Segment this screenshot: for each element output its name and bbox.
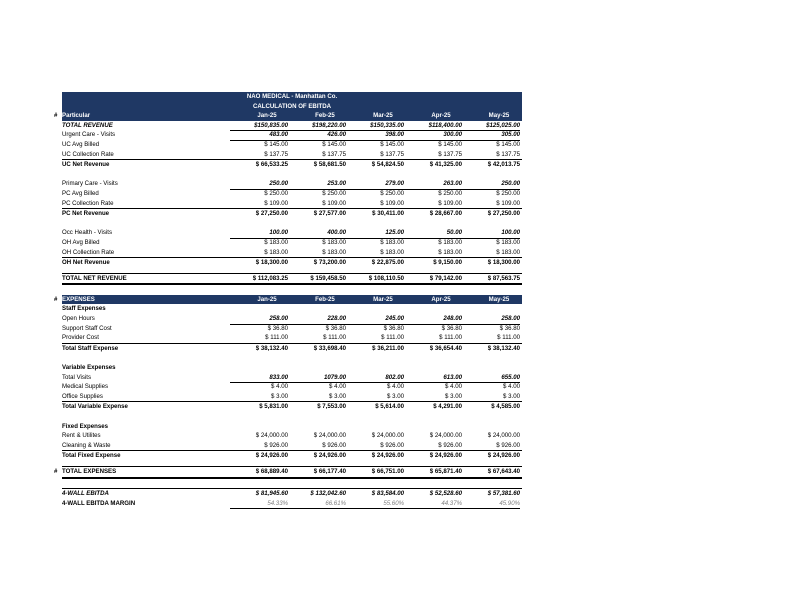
cell-value: $125,025.00 bbox=[462, 121, 520, 132]
cell-value: $ 79,142.00 bbox=[429, 274, 462, 282]
cell-value: $ 183.00 bbox=[264, 248, 288, 256]
cell-value: $150,335.00 bbox=[346, 121, 404, 132]
section-spacer bbox=[54, 285, 522, 295]
row-label: Total Variable Expense bbox=[62, 403, 128, 411]
row-spacer bbox=[54, 353, 522, 363]
cell-value: $ 109.00 bbox=[496, 199, 520, 207]
table-row bbox=[62, 159, 522, 170]
cell-value: $ 87,563.75 bbox=[487, 274, 520, 282]
cell-value: $ 36,211.00 bbox=[372, 344, 404, 352]
cell-value: $ 81,945.60 bbox=[255, 490, 288, 498]
row-label: UC Avg Billed bbox=[62, 140, 100, 148]
table-row bbox=[62, 431, 522, 441]
table-row bbox=[62, 401, 522, 412]
cell-value: $ 24,000.00 bbox=[255, 432, 288, 440]
cell-value: $ 3.00 bbox=[503, 392, 520, 400]
cell-value: $118,400.00 bbox=[404, 121, 462, 132]
cell-value: $ 4,291.00 bbox=[433, 403, 462, 411]
row-label: Rent & Utilites bbox=[62, 432, 101, 440]
cell-value: $ 30,411.00 bbox=[372, 210, 404, 218]
cell-value: 1079.00 bbox=[288, 373, 346, 384]
cell-value: $ 24,000.00 bbox=[487, 432, 520, 440]
table-row bbox=[62, 373, 522, 383]
table-row bbox=[62, 228, 522, 238]
column-header-month: Apr-25 bbox=[431, 112, 451, 120]
cell-value: $ 65,871.40 bbox=[429, 467, 462, 475]
row-label: Total Visits bbox=[62, 373, 92, 381]
cell-value: $ 183.00 bbox=[496, 248, 520, 256]
cell-value: $ 36.80 bbox=[441, 324, 462, 332]
cell-value: $ 3.00 bbox=[329, 392, 346, 400]
table-row bbox=[62, 488, 522, 499]
cell-value: $ 4.00 bbox=[271, 383, 288, 391]
cell-value: 50.00 bbox=[404, 228, 462, 239]
cell-value: $ 38,132.40 bbox=[487, 344, 520, 352]
cell-value: 802.00 bbox=[346, 373, 404, 384]
column-header-month: Jan-25 bbox=[257, 112, 277, 120]
row-spacer bbox=[54, 479, 522, 489]
cell-value: $ 24,926.00 bbox=[487, 452, 520, 460]
table-row bbox=[62, 343, 522, 354]
cell-value: $ 926.00 bbox=[496, 441, 520, 449]
row-label: OH Collection Rate bbox=[62, 248, 115, 256]
cell-value: $198,220.00 bbox=[288, 121, 346, 132]
row-label: Fixed Expenses bbox=[62, 422, 109, 430]
column-header-month: May-25 bbox=[488, 112, 510, 120]
cell-value: $ 137.75 bbox=[322, 150, 346, 158]
cell-value: $ 183.00 bbox=[264, 238, 288, 246]
report-title-calculation bbox=[62, 102, 522, 112]
row-label: 4-WALL EBITDA MARGIN bbox=[62, 499, 136, 507]
cell-value: $ 24,926.00 bbox=[255, 452, 288, 460]
table-row bbox=[62, 450, 522, 461]
cell-value: $ 111.00 bbox=[381, 334, 404, 342]
cell-value: $ 145.00 bbox=[380, 140, 404, 148]
cell-value: 279.00 bbox=[346, 179, 404, 190]
row-label: Cleaning & Waste bbox=[62, 441, 111, 449]
cell-value: $ 42,013.75 bbox=[487, 161, 520, 169]
cell-value: $ 24,000.00 bbox=[429, 432, 462, 440]
cell-value: $ 22,875.00 bbox=[371, 259, 404, 267]
row-label: PC Avg Billed bbox=[62, 189, 99, 197]
row-label: Total Staff Expense bbox=[62, 344, 119, 352]
cell-value: 228.00 bbox=[288, 314, 346, 325]
cell-value: $ 112,083.25 bbox=[252, 274, 288, 282]
cell-value: 258.00 bbox=[230, 314, 288, 325]
table-row bbox=[62, 324, 522, 334]
cell-value: $ 24,926.00 bbox=[371, 452, 404, 460]
cell-value: $ 109.00 bbox=[322, 199, 346, 207]
cell-value: $ 183.00 bbox=[380, 248, 404, 256]
cell-value: $ 132,042.60 bbox=[310, 490, 346, 498]
cell-value: $ 66,177.40 bbox=[313, 467, 346, 475]
table-row bbox=[62, 238, 522, 248]
row-label: UC Collection Rate bbox=[62, 150, 114, 158]
cell-value: $ 66,751.00 bbox=[371, 467, 404, 475]
cell-value: $ 24,000.00 bbox=[371, 432, 404, 440]
cell-value: $ 137.75 bbox=[496, 150, 520, 158]
cell-value: 54.33% bbox=[230, 499, 288, 510]
cell-value: $ 111.00 bbox=[439, 334, 462, 342]
cell-value: $ 4.00 bbox=[445, 383, 462, 391]
cell-value: $ 3.00 bbox=[445, 392, 462, 400]
table-row bbox=[62, 121, 522, 131]
cell-value: $ 111.00 bbox=[323, 334, 346, 342]
cell-value: $ 109.00 bbox=[264, 199, 288, 207]
cell-value: $ 73,200.00 bbox=[313, 259, 346, 267]
cell-value: $ 57,381.60 bbox=[487, 490, 520, 498]
row-label: 4-WALL EBITDA bbox=[62, 490, 109, 498]
cell-value: $ 18,300.00 bbox=[487, 259, 520, 267]
cell-value: $ 4,585.00 bbox=[491, 403, 520, 411]
cell-value: $ 24,000.00 bbox=[313, 432, 346, 440]
cell-value: $ 183.00 bbox=[322, 238, 346, 246]
table-row bbox=[62, 314, 522, 324]
cell-value: $150,835.00 bbox=[230, 121, 288, 132]
row-label: Staff Expenses bbox=[62, 305, 106, 313]
row-spacer bbox=[54, 412, 522, 422]
cell-value: $ 926.00 bbox=[380, 441, 404, 449]
table-row bbox=[62, 208, 522, 219]
expenses-section bbox=[54, 304, 522, 508]
cell-value: $ 28,667.00 bbox=[429, 210, 462, 218]
cell-value: $ 250.00 bbox=[496, 189, 520, 197]
cell-value: 258.00 bbox=[462, 314, 520, 325]
row-spacer bbox=[54, 170, 522, 180]
cell-value: 833.00 bbox=[230, 373, 288, 384]
cell-value: $ 9,150.00 bbox=[433, 259, 462, 267]
cell-value: $ 36.80 bbox=[325, 324, 346, 332]
row-label: Office Supplies bbox=[62, 392, 103, 400]
cell-value: 398.00 bbox=[346, 130, 404, 141]
table-row bbox=[62, 179, 522, 189]
table-row bbox=[62, 304, 522, 314]
cell-value: 250.00 bbox=[462, 179, 520, 190]
cell-value: $ 68,889.40 bbox=[255, 467, 288, 475]
cell-value: 45.90% bbox=[462, 499, 520, 510]
table-row bbox=[62, 257, 522, 268]
cell-value: $ 3.00 bbox=[387, 392, 404, 400]
cell-value: $ 926.00 bbox=[322, 441, 346, 449]
cell-value: 305.00 bbox=[462, 130, 520, 141]
row-marker: # bbox=[54, 467, 58, 475]
cell-value: 66.61% bbox=[288, 499, 346, 510]
cell-value: $ 18,300.00 bbox=[255, 259, 288, 267]
cell-value: 44.37% bbox=[404, 499, 462, 510]
cell-value: $ 250.00 bbox=[438, 189, 462, 197]
row-label: Open Hours bbox=[62, 315, 95, 323]
cell-value: $ 36,654.40 bbox=[429, 344, 462, 352]
cell-value: 613.00 bbox=[404, 373, 462, 384]
cell-value: $ 33,698.40 bbox=[313, 344, 346, 352]
table-row bbox=[62, 333, 522, 343]
table-row bbox=[54, 466, 522, 479]
cell-value: $ 926.00 bbox=[264, 441, 288, 449]
table-row bbox=[62, 140, 522, 150]
cell-value: 655.00 bbox=[462, 373, 520, 384]
cell-value: $ 145.00 bbox=[264, 140, 288, 148]
cell-value: $ 4.00 bbox=[387, 383, 404, 391]
table-row bbox=[62, 189, 522, 199]
cell-value: 253.00 bbox=[288, 179, 346, 190]
row-label: Variable Expenses bbox=[62, 364, 116, 372]
table-row bbox=[62, 199, 522, 209]
cell-value: $ 183.00 bbox=[380, 238, 404, 246]
cell-value: $ 38,132.40 bbox=[255, 344, 288, 352]
row-label: Primary Care - Visits bbox=[62, 180, 118, 188]
cell-value: $ 183.00 bbox=[438, 248, 462, 256]
cell-value: 426.00 bbox=[288, 130, 346, 141]
cell-value: $ 36.80 bbox=[267, 324, 288, 332]
cell-value: 248.00 bbox=[404, 314, 462, 325]
report-title-company bbox=[62, 92, 522, 102]
column-header-month: May-25 bbox=[488, 295, 510, 303]
cell-value: $ 4.00 bbox=[329, 383, 346, 391]
cell-value: $ 137.75 bbox=[380, 150, 404, 158]
cell-value: $ 83,584.00 bbox=[371, 490, 404, 498]
cell-value: $ 145.00 bbox=[496, 140, 520, 148]
column-header-month: Mar-25 bbox=[373, 112, 393, 120]
table-row bbox=[62, 363, 522, 373]
cell-value: $ 24,926.00 bbox=[429, 452, 462, 460]
row-label: TOTAL NET REVENUE bbox=[62, 274, 127, 282]
row-label: Total Fixed Expense bbox=[62, 452, 121, 460]
cell-value: $ 183.00 bbox=[496, 238, 520, 246]
cell-value: $ 137.75 bbox=[264, 150, 288, 158]
cell-value: $ 109.00 bbox=[438, 199, 462, 207]
column-header-month: Apr-25 bbox=[431, 295, 451, 303]
row-spacer bbox=[54, 219, 522, 229]
cell-value: $ 27,250.00 bbox=[487, 210, 520, 218]
row-label: PC Collection Rate bbox=[62, 199, 114, 207]
revenue-header-row bbox=[54, 111, 522, 121]
cell-value: $ 3.00 bbox=[271, 392, 288, 400]
cell-value: $ 36.80 bbox=[383, 324, 404, 332]
cell-value: $ 27,250.00 bbox=[255, 210, 288, 218]
row-marker: # bbox=[54, 112, 58, 120]
row-label: UC Net Revenue bbox=[62, 161, 110, 169]
cell-value: $ 111.00 bbox=[265, 334, 288, 342]
row-label: Occ Health - Visits bbox=[62, 229, 113, 237]
report-title-text: NAO MEDICAL - Manhattan Co. bbox=[246, 93, 338, 100]
cell-value: 250.00 bbox=[230, 179, 288, 190]
column-header-month: Feb-25 bbox=[315, 112, 335, 120]
column-header-month: Feb-25 bbox=[315, 295, 335, 303]
table-row bbox=[62, 499, 522, 509]
table-row bbox=[62, 273, 522, 286]
revenue-section bbox=[54, 121, 522, 286]
cell-value: $ 250.00 bbox=[322, 189, 346, 197]
row-label: Urgent Care - Visits bbox=[62, 131, 116, 139]
column-header-month: Jan-25 bbox=[257, 295, 277, 303]
cell-value: $ 67,643.40 bbox=[487, 467, 520, 475]
cell-value: $ 109.00 bbox=[380, 199, 404, 207]
cell-value: 55.60% bbox=[346, 499, 404, 510]
cell-value: $ 4.00 bbox=[503, 383, 520, 391]
cell-value: 245.00 bbox=[346, 314, 404, 325]
cell-value: $ 24,926.00 bbox=[313, 452, 346, 460]
cell-value: $ 58,681.50 bbox=[313, 161, 346, 169]
row-label: Support Staff Cost bbox=[62, 324, 112, 332]
cell-value: 483.00 bbox=[230, 130, 288, 141]
table-row bbox=[62, 248, 522, 258]
cell-value: 263.00 bbox=[404, 179, 462, 190]
cell-value: $ 41,325.00 bbox=[429, 161, 462, 169]
cell-value: $ 926.00 bbox=[438, 441, 462, 449]
cell-value: $ 5,614.00 bbox=[375, 403, 404, 411]
table-row bbox=[62, 382, 522, 392]
row-label: OH Avg Billed bbox=[62, 238, 100, 246]
cell-value: $ 7,553.00 bbox=[317, 403, 346, 411]
cell-value: $ 183.00 bbox=[438, 238, 462, 246]
cell-value: $ 52,528.60 bbox=[429, 490, 462, 498]
cell-value: 400.00 bbox=[288, 228, 346, 239]
cell-value: $ 54,824.50 bbox=[371, 161, 404, 169]
cell-value: $ 145.00 bbox=[438, 140, 462, 148]
row-label: PC Net Revenue bbox=[62, 210, 110, 218]
cell-value: 300.00 bbox=[404, 130, 462, 141]
cell-value: $ 108,110.50 bbox=[368, 274, 404, 282]
column-header-particular: Particular bbox=[62, 112, 91, 120]
cell-value: 125.00 bbox=[346, 228, 404, 239]
table-row bbox=[62, 441, 522, 451]
report-subtitle-text: CALCULATION OF EBITDA bbox=[252, 102, 332, 110]
cell-value: $ 36.80 bbox=[499, 324, 520, 332]
cell-value: $ 111.00 bbox=[497, 334, 520, 342]
cell-value: $ 250.00 bbox=[264, 189, 288, 197]
table-row bbox=[62, 392, 522, 402]
row-label: OH Net Revenue bbox=[62, 259, 110, 267]
cell-value: $ 159,458.50 bbox=[310, 274, 346, 282]
expenses-header-row bbox=[54, 295, 522, 305]
table-row bbox=[62, 150, 522, 160]
row-label: TOTAL EXPENSES bbox=[62, 467, 117, 475]
cell-value: 100.00 bbox=[462, 228, 520, 239]
table-row bbox=[62, 422, 522, 432]
cell-value: $ 183.00 bbox=[322, 248, 346, 256]
cell-value: $ 137.75 bbox=[438, 150, 462, 158]
cell-value: $ 145.00 bbox=[322, 140, 346, 148]
row-label: Medical Supplies bbox=[62, 383, 109, 391]
cell-value: $ 27,577.00 bbox=[313, 210, 346, 218]
ebitda-sheet bbox=[54, 92, 522, 508]
row-marker: # bbox=[54, 295, 58, 303]
table-row bbox=[62, 130, 522, 140]
row-label: Provider Cost bbox=[62, 334, 99, 342]
cell-value: $ 66,533.25 bbox=[255, 161, 288, 169]
cell-value: $ 5,831.00 bbox=[259, 403, 288, 411]
cell-value: $ 250.00 bbox=[380, 189, 404, 197]
column-header-month: Mar-25 bbox=[373, 295, 393, 303]
cell-value: 100.00 bbox=[230, 228, 288, 239]
column-header-expenses: EXPENSES bbox=[62, 295, 95, 303]
row-label: TOTAL REVENUE bbox=[62, 121, 113, 129]
